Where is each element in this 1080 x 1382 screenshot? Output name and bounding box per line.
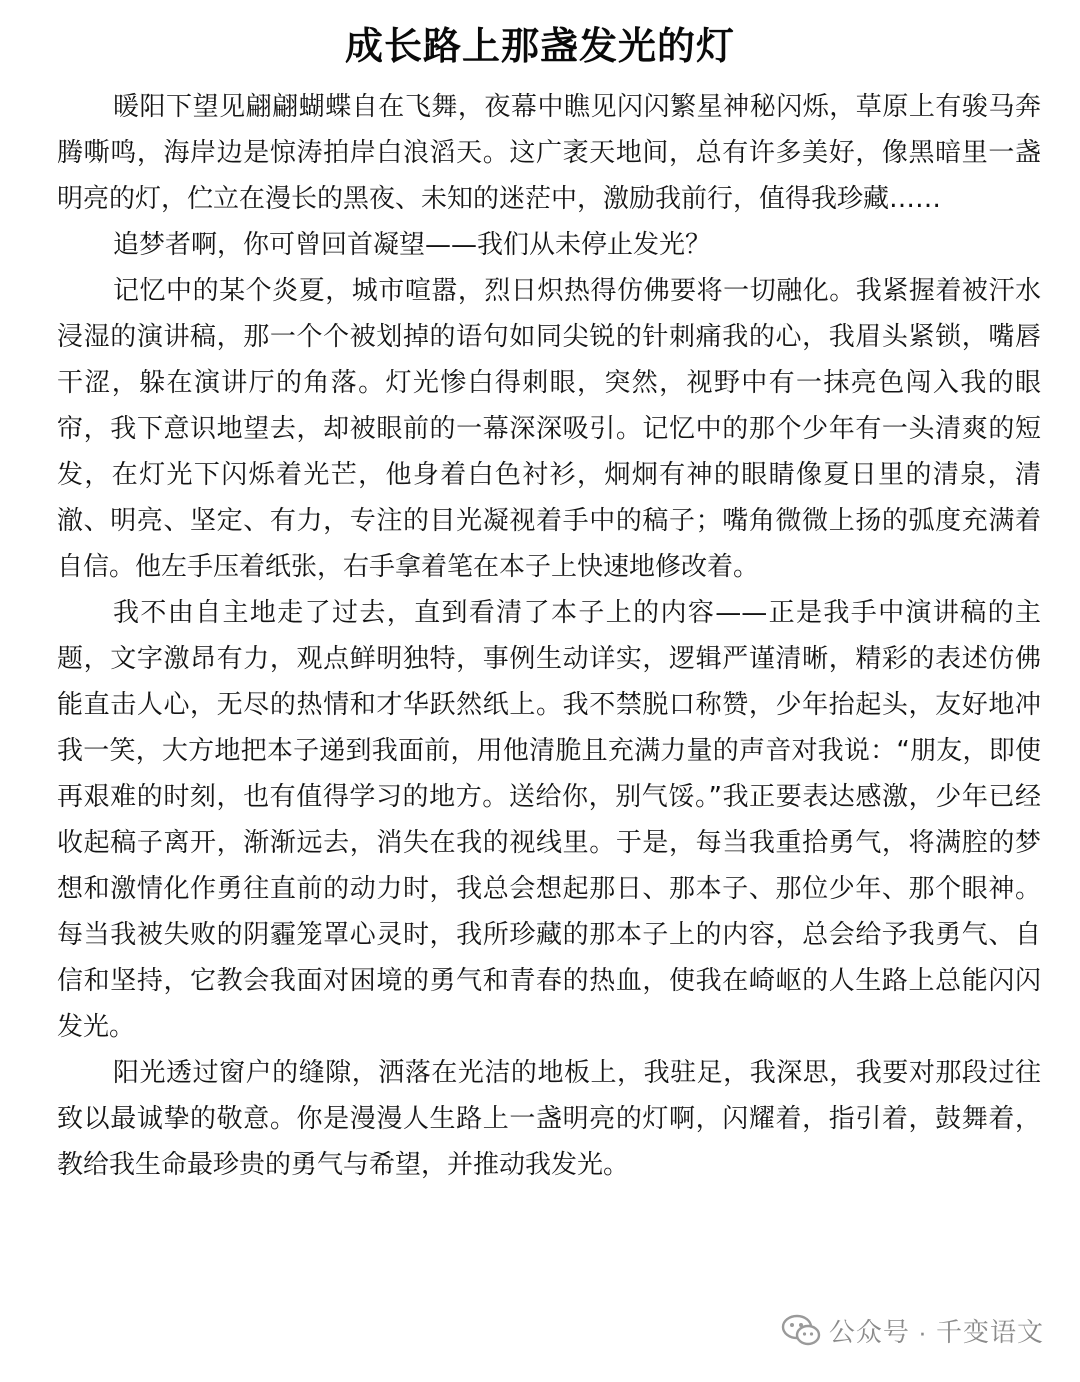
essay-title: 成长路上那盏发光的灯	[344, 24, 735, 68]
wechat-official-account-icon	[781, 1313, 821, 1347]
paragraph-3: 记忆中的某个炎夏，城市喧嚣，烈日炽热得仿佛要将一切融化。我紧握着被汗水浸湿的演讲稿，那一个个被划掉的语句如同尖锐的针刺痛我的心，我眉头紧锁，嘴唇干涩，躲在演讲厅的角落。灯光惨白得刺眼，突然，视野中有一抹亮色闯入我的眼帘，我下意识地望去，却被眼前的一幕深深吸引。记忆中的那个少年有一头清爽的短发，在灯光下闪烁着光芒，他身着白色衬衫，炯炯有神的眼睛像夏日里的清泉，清澈、明亮、坚定、有力，专注的目光凝视着手中的稿子；嘴角微微上扬的弧度充满着自信。他左手压着纸张，右手拿着笔在本子上快速地修改着。	[57, 276, 1041, 582]
paragraph-5: 阳光透过窗户的缝隙，洒落在光洁的地板上，我驻足，我深思，我要对那段过往致以最诚挚的敬意。你是漫漫人生路上一盏明亮的灯啊，闪耀着，指引着，鼓舞着，教给我生命最珍贵的勇气与希望，并推动我发光。	[57, 1058, 1041, 1180]
essay-body	[57, 84, 1041, 1188]
watermark	[781, 1306, 1044, 1354]
watermark-text: 公众号 · 千变语文	[828, 1316, 1044, 1347]
paragraph-2: 追梦者啊，你可曾回首凝望——我们从未停止发光？	[113, 230, 712, 260]
paragraph-1: 暖阳下望见翩翩蝴蝶自在飞舞，夜幕中瞧见闪闪繁星神秘闪烁，草原上有骏马奔腾嘶鸣，海岸边是惊涛拍岸白浪滔天。这广袤天地间，总有许多美好，像黑暗里一盏明亮的灯，伫立在漫长的黑夜、未知的迷茫中，激励我前行，值得我珍藏……	[57, 92, 1041, 214]
paragraph-4: 我不由自主地走了过去，直到看清了本子上的内容——正是我手中演讲稿的主题，文字激昂有力，观点鲜明独特，事例生动详实，逻辑严谨清晰，精彩的表述仿佛能直击人心，无尽的热情和才华跃然纸上。我不禁脱口称赞，少年抬起头，友好地冲我一笑，大方地把本子递到我面前，用他清脆且充满力量的声音对我说：“朋友，即使再艰难的时刻，也有值得学习的地方。送给你，别气馁。”我正要表达感激，少年已经收起稿子离开，渐渐远去，消失在我的视线里。于是，每当我重拾勇气，将满腔的梦想和激情化作勇往直前的动力时，我总会想起那日、那本子、那位少年、那个眼神。每当我被失败的阴霾笼罩心灵时，我所珍藏的那本子上的内容，总会给予我勇气、自信和坚持，它教会我面对困境的勇气和青春的热血，使我在崎岖的人生路上总能闪闪发光。	[57, 598, 1041, 1042]
